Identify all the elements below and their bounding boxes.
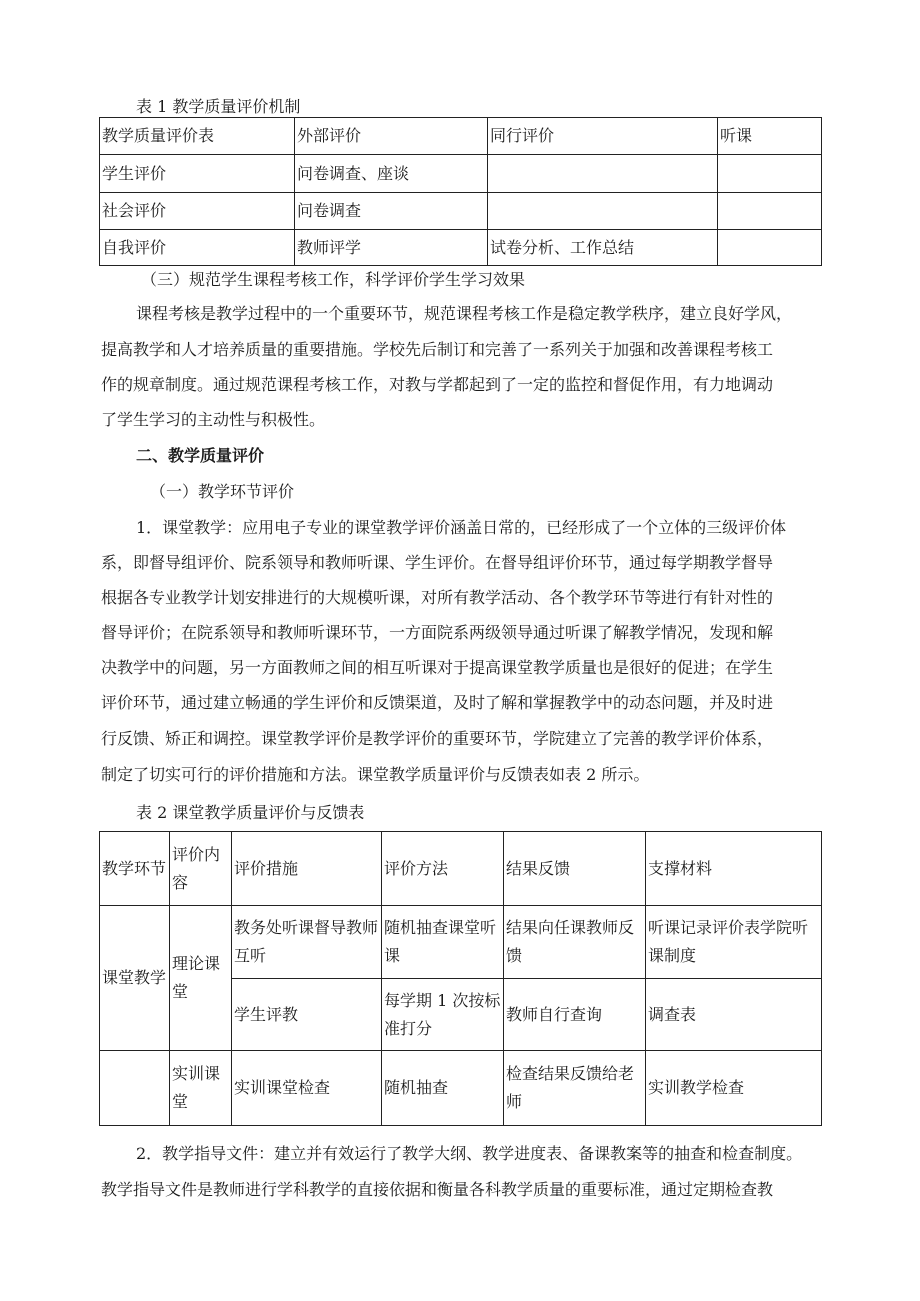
- section-heading: 二、教学质量评价: [136, 446, 265, 465]
- table1-cell: 教师评学: [295, 230, 488, 266]
- paragraph-line: 1．课堂教学：应用电子专业的课堂教学评价涵盖日常的，已经形成了一个立体的三级评价体: [136, 518, 787, 537]
- paragraph-line: 教学指导文件是教师进行学科教学的直接依据和衡量各科教学质量的重要标准，通过定期检查教: [101, 1180, 774, 1199]
- table2-header-cell: 评价措施: [232, 832, 382, 906]
- table-row: [100, 155, 822, 193]
- table-row: [100, 193, 822, 230]
- table1-cell: [718, 155, 822, 193]
- table1-cell: [718, 193, 822, 230]
- table1-cell: 学生评价: [100, 155, 295, 193]
- subsection-heading: （一）教学环节评价: [150, 482, 295, 501]
- table1-cell: [718, 230, 822, 266]
- paragraph-line: 作的规章制度。通过规范课程考核工作，对教与学都起到了一定的监控和督促作用，有力地调动: [101, 375, 774, 394]
- table2-cell: 实训课堂检查: [232, 1051, 382, 1126]
- table2-header-cell: 评价方法: [382, 832, 504, 906]
- table-row: [100, 906, 822, 979]
- table2-cell: 教务处听课督导教师互听: [232, 906, 382, 979]
- table1: [99, 117, 822, 266]
- table2-header-row: [100, 832, 822, 906]
- table2-cell: 检查结果反馈给老师: [504, 1051, 646, 1126]
- paragraph-line: 根据各专业教学计划安排进行的大规模听课，对所有教学活动、各个教学环节等进行有针对性的: [101, 588, 774, 607]
- table1-header-cell: 教学质量评价表: [100, 118, 295, 155]
- table2-cell: 课堂教学: [100, 906, 170, 1051]
- table2-cell: 听课记录评价表学院听课制度: [646, 906, 822, 979]
- table1-cell: [488, 155, 718, 193]
- table2-cell: 随机抽查课堂听课: [382, 906, 504, 979]
- table1-cell: 问卷调查、座谈: [295, 155, 488, 193]
- table2-cell: 调查表: [646, 979, 822, 1051]
- table2-cell: 理论课堂: [170, 906, 232, 1051]
- table1-header-cell: 外部评价: [295, 118, 488, 155]
- table2-cell: 实训教学检查: [646, 1051, 822, 1126]
- paragraph-line: 评价环节，通过建立畅通的学生评价和反馈渠道，及时了解和掌握教学中的动态问题，并及时进: [101, 693, 774, 712]
- table1-cell: 试卷分析、工作总结: [488, 230, 718, 266]
- table2-cell: 每学期 1 次按标准打分: [382, 979, 504, 1051]
- table-row: [100, 1051, 822, 1126]
- paragraph-line: 2．教学指导文件：建立并有效运行了教学大纲、教学进度表、备课教案等的抽查和检查制度。: [136, 1144, 803, 1163]
- table1-header-cell: 同行评价: [488, 118, 718, 155]
- section-3-heading: （三）规范学生课程考核工作，科学评价学生学习效果: [141, 270, 526, 289]
- table1-header-cell: 听课: [718, 118, 822, 155]
- table2-cell: 学生评教: [232, 979, 382, 1051]
- table-row: [100, 230, 822, 266]
- table1-cell: 问卷调查: [295, 193, 488, 230]
- table2-cell: [100, 1051, 170, 1126]
- paragraph-line: 制定了切实可行的评价措施和方法。课堂教学质量评价与反馈表如表 2 所示。: [101, 765, 650, 784]
- table2-cell: 随机抽查: [382, 1051, 504, 1126]
- table1-cell: 社会评价: [100, 193, 295, 230]
- paragraph-line: 行反馈、矫正和调控。课堂教学评价是教学评价的重要环节，学院建立了完善的教学评价体系，: [101, 729, 774, 748]
- paragraph-line: 决教学中的问题，另一方面教师之间的相互听课对于提高课堂教学质量也是很好的促进；在学生: [101, 658, 774, 677]
- paragraph-line: 了学生学习的主动性与积极性。: [101, 410, 326, 429]
- paragraph-line: 提高教学和人才培养质量的重要措施。学校先后制订和完善了一系列关于加强和改善课程考核工: [101, 340, 774, 359]
- table2-header-cell: 支撑材料: [646, 832, 822, 906]
- paragraph-line: 系，即督导组评价、院系领导和教师听课、学生评价。在督导组评价环节，通过每学期教学督导: [101, 553, 774, 572]
- table2-caption: 表 2 课堂教学质量评价与反馈表: [136, 803, 365, 822]
- table1-cell: 自我评价: [100, 230, 295, 266]
- table1-header-row: [100, 118, 822, 155]
- table2-cell: 实训课堂: [170, 1051, 232, 1126]
- table2-header-cell: 评价内容: [170, 832, 232, 906]
- table2-cell: 教师自行查询: [504, 979, 646, 1051]
- table2: [99, 831, 822, 1126]
- table1-cell: [488, 193, 718, 230]
- paragraph-line: 课程考核是教学过程中的一个重要环节，规范课程考核工作是稳定教学秩序，建立良好学风，: [136, 304, 793, 323]
- table2-header-cell: 教学环节: [100, 832, 170, 906]
- table2-header-cell: 结果反馈: [504, 832, 646, 906]
- paragraph-line: 督导评价；在院系领导和教师听课环节，一方面院系两级领导通过听课了解教学情况，发现和解: [101, 623, 774, 642]
- table2-cell: 结果向任课教师反馈: [504, 906, 646, 979]
- table1-caption: 表 1 教学质量评价机制: [136, 97, 301, 116]
